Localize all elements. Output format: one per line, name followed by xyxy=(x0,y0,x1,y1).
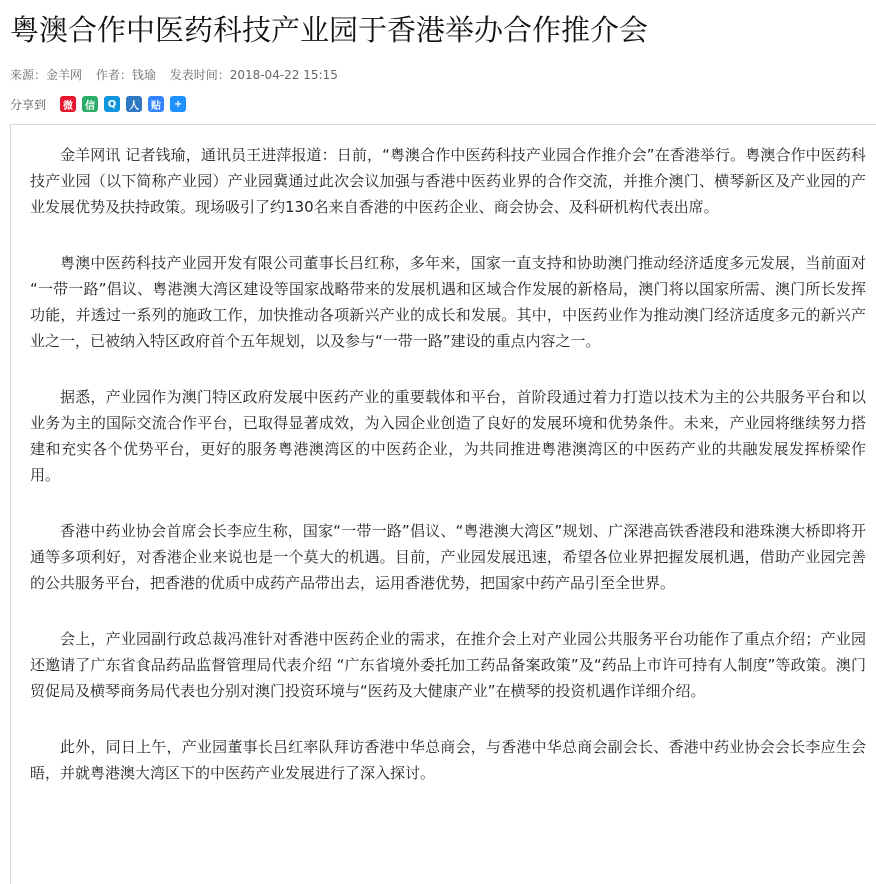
article-publish-time: 发表时间：2018-04-22 15:15 xyxy=(169,68,338,82)
share-label: 分享到 xyxy=(10,97,47,112)
tieba-icon[interactable]: 贴 xyxy=(148,96,164,112)
share-icons xyxy=(60,96,192,112)
article-paragraph: 金羊网讯 记者钱瑜，通讯员王进萍报道：日前，“粤澳合作中医药科技产业园合作推介会”在香港举行。粤澳合作中医药科技产业园（以下简称产业园）产业园冀通过此次会议加强与香港中医药业界的合作交流，并推介澳门、横琴新区及产业园的产业发展优势及扶持政策。现场吸引了约130名来自香港的中医药企业、商会协会、及科研机构代表出席。 xyxy=(30,146,866,216)
article-author: 作者：钱瑜 xyxy=(95,68,156,82)
article-title: 粤澳合作中医药科技产业园于香港举办合作推介会 xyxy=(10,13,649,47)
weibo-icon[interactable]: 微 xyxy=(60,96,76,112)
share-bar xyxy=(10,95,192,113)
wechat-icon[interactable]: 信 xyxy=(82,96,98,112)
article-paragraph: 粤澳中医药科技产业园开发有限公司董事长吕红称，多年来，国家一直支持和协助澳门推动经济适度多元发展，当前面对 “一带一路”倡议、粤港澳大湾区建设等国家战略带来的发展机遇和区域合作发展的新格局，澳门将以国家所需、澳门所长发挥功能，并透过一系列的施政工作，加快推动各项新兴产业的成长和发展。其中，中医药业作为推动澳门经济适度多元的新兴产业之一，已被纳入特区政府首个五年规划，以及参与“一带一路”建设的重点内容之一。 xyxy=(30,254,866,350)
article-paragraph: 会上，产业园副行政总裁冯准针对香港中医药企业的需求，在推介会上对产业园公共服务平台功能作了重点介绍；产业园还邀请了广东省食品药品监督管理局代表介绍 “广东省境外委托加工药品备案政策”及“药品上市许可持有人制度”等政策。澳门贸促局及横琴商务局代表也分别对澳门投资环境与“医药及大健康产业”在横琴的投资机遇作详细介绍。 xyxy=(30,630,866,700)
article-paragraph: 香港中药业协会首席会长李应生称，国家“一带一路”倡议、“粤港澳大湾区”规划、广深港高铁香港段和港珠澳大桥即将开通等多项利好，对香港企业来说也是一个莫大的机遇。目前，产业园发展迅速，希望各位业界把握发展机遇，借助产业园完善的公共服务平台，把香港的优质中成药产品带出去，运用香港优势，把国家中药产品引至全世界。 xyxy=(30,522,866,592)
qq-icon[interactable]: Q xyxy=(104,96,120,112)
renren-icon[interactable]: 人 xyxy=(126,96,142,112)
article-paragraph: 据悉，产业园作为澳门特区政府发展中医药产业的重要载体和平台，首阶段通过着力打造以技术为主的公共服务平台和以业务为主的国际交流合作平台，已取得显著成效，为入园企业创造了良好的发展环境和优势条件。未来，产业园将继续努力搭建和充实各个优势平台，更好的服务粤港澳湾区的中医药企业，为共同推进粤港澳湾区的中医药产业的共融发展发挥桥梁作用。 xyxy=(30,388,866,484)
article-body xyxy=(30,142,866,816)
article-meta xyxy=(10,66,348,83)
article-source: 来源：金羊网 xyxy=(10,68,83,82)
more-icon[interactable]: + xyxy=(170,96,186,112)
article-paragraph: 此外，同日上午，产业园董事长吕红率队拜访香港中华总商会，与香港中华总商会副会长、香港中药业协会会长李应生会晤，并就粤港澳大湾区下的中医药产业发展进行了深入探讨。 xyxy=(30,738,866,782)
